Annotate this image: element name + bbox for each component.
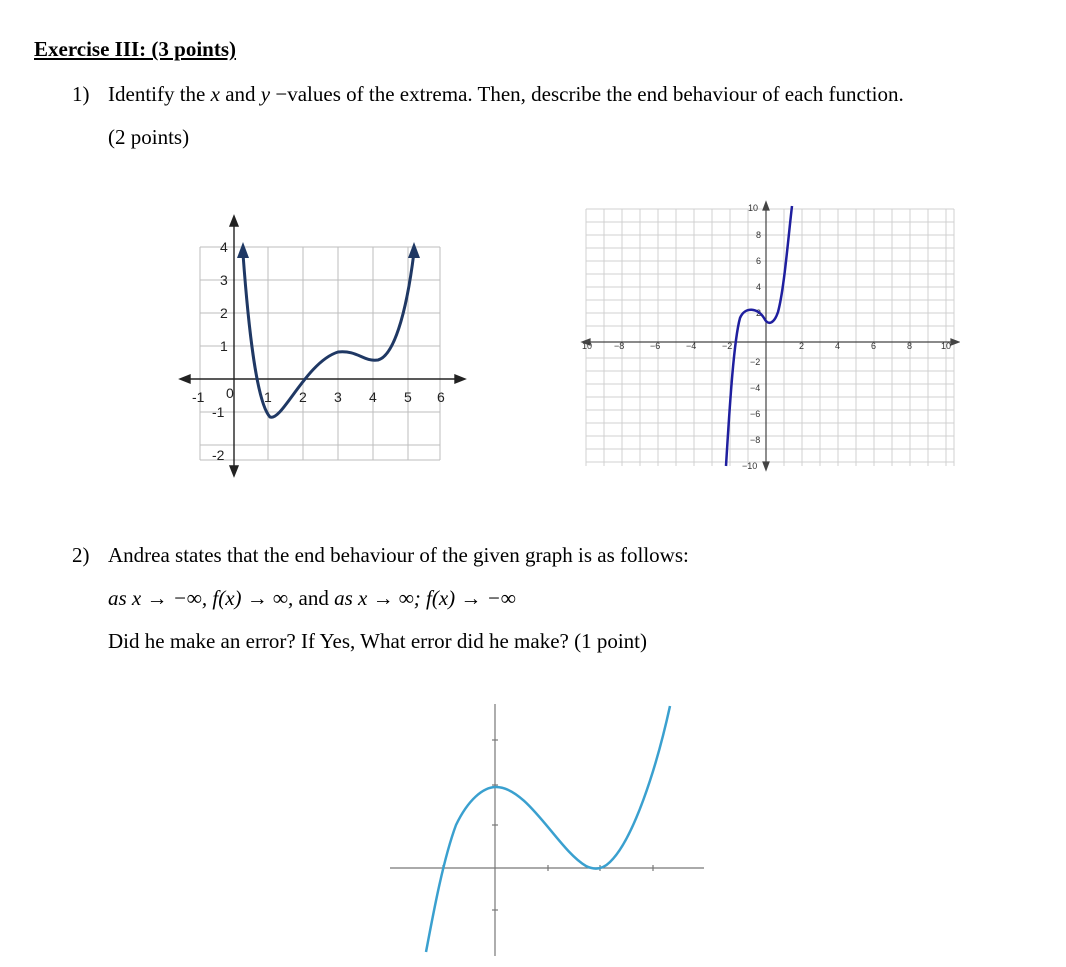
graph2-y-tick: 4 [756,282,762,292]
exercise-title: Exercise III: (3 points) [34,37,237,61]
graph2-y-tick: −8 [750,435,761,445]
graph2-y-tick: 10 [748,203,759,213]
graph1-y-tick: -2 [212,447,225,463]
graph2-x-tick: −4 [686,341,697,351]
graph2-y-tick: 2 [756,308,762,318]
graph1-arrow-left [237,242,249,258]
graph2-x-tick: 10 [582,341,593,351]
question-2-end-behaviour: as x → −∞, f(x) → ∞, and as x → ∞; f(x) → −∞ [108,586,516,610]
graph2-y-tick: −10 [742,461,758,471]
question-1-number: 1) [72,82,90,106]
graph2-x-tick: 4 [835,341,841,351]
graph1-y-tick: -1 [212,404,225,420]
graph1-x-tick: 4 [369,389,377,405]
graph2-x-tick: 8 [907,341,913,351]
graph2-x-tick: −8 [614,341,625,351]
graph2-x-tick: 10 [941,341,952,351]
graph1-x-tick: 0 [226,385,234,401]
graph1-x-tick: 3 [334,389,342,405]
graph1-x-tick: 1 [264,389,272,405]
question-2-question: Did he make an error? If Yes, What error did he make? (1 point) [108,629,648,653]
graph1-x-tick: 2 [299,389,307,405]
graph-1 [178,212,468,480]
graph2-y-tick: 6 [756,256,762,266]
graph2-curve [726,206,792,466]
question-2-number: 2) [72,543,90,567]
graph2-y-tick: 8 [756,230,762,240]
graph-2 [580,200,960,472]
graph2-y-tick: −4 [750,383,761,393]
graph2-x-tick: 6 [871,341,877,351]
graph2-x-tick: −6 [650,341,661,351]
graph2-y-tick: −2 [750,357,761,367]
graph-3 [388,700,708,960]
graph1-y-tick: 3 [220,272,228,288]
graph1-y-tick: 1 [220,338,228,354]
graph1-x-tick: 6 [437,389,445,405]
question-2-statement: Andrea states that the end behaviour of the given graph is as follows: [108,543,689,567]
question-1-points: (2 points) [108,125,190,149]
question-1-text: Identify the x and y −values of the extrema. Then, describe the end behaviour of each function. [108,82,904,106]
graph2-x-tick: −2 [722,341,733,351]
graph2-x-tick: 2 [799,341,805,351]
graph2-y-tick: −6 [750,409,761,419]
graph3-curve [426,706,670,952]
graph1-x-tick: 5 [404,389,412,405]
graph1-arrow-right [408,242,420,258]
graph1-x-tick: -1 [192,389,205,405]
graph1-y-tick: 2 [220,305,228,321]
graph1-y-tick: 4 [220,239,228,255]
